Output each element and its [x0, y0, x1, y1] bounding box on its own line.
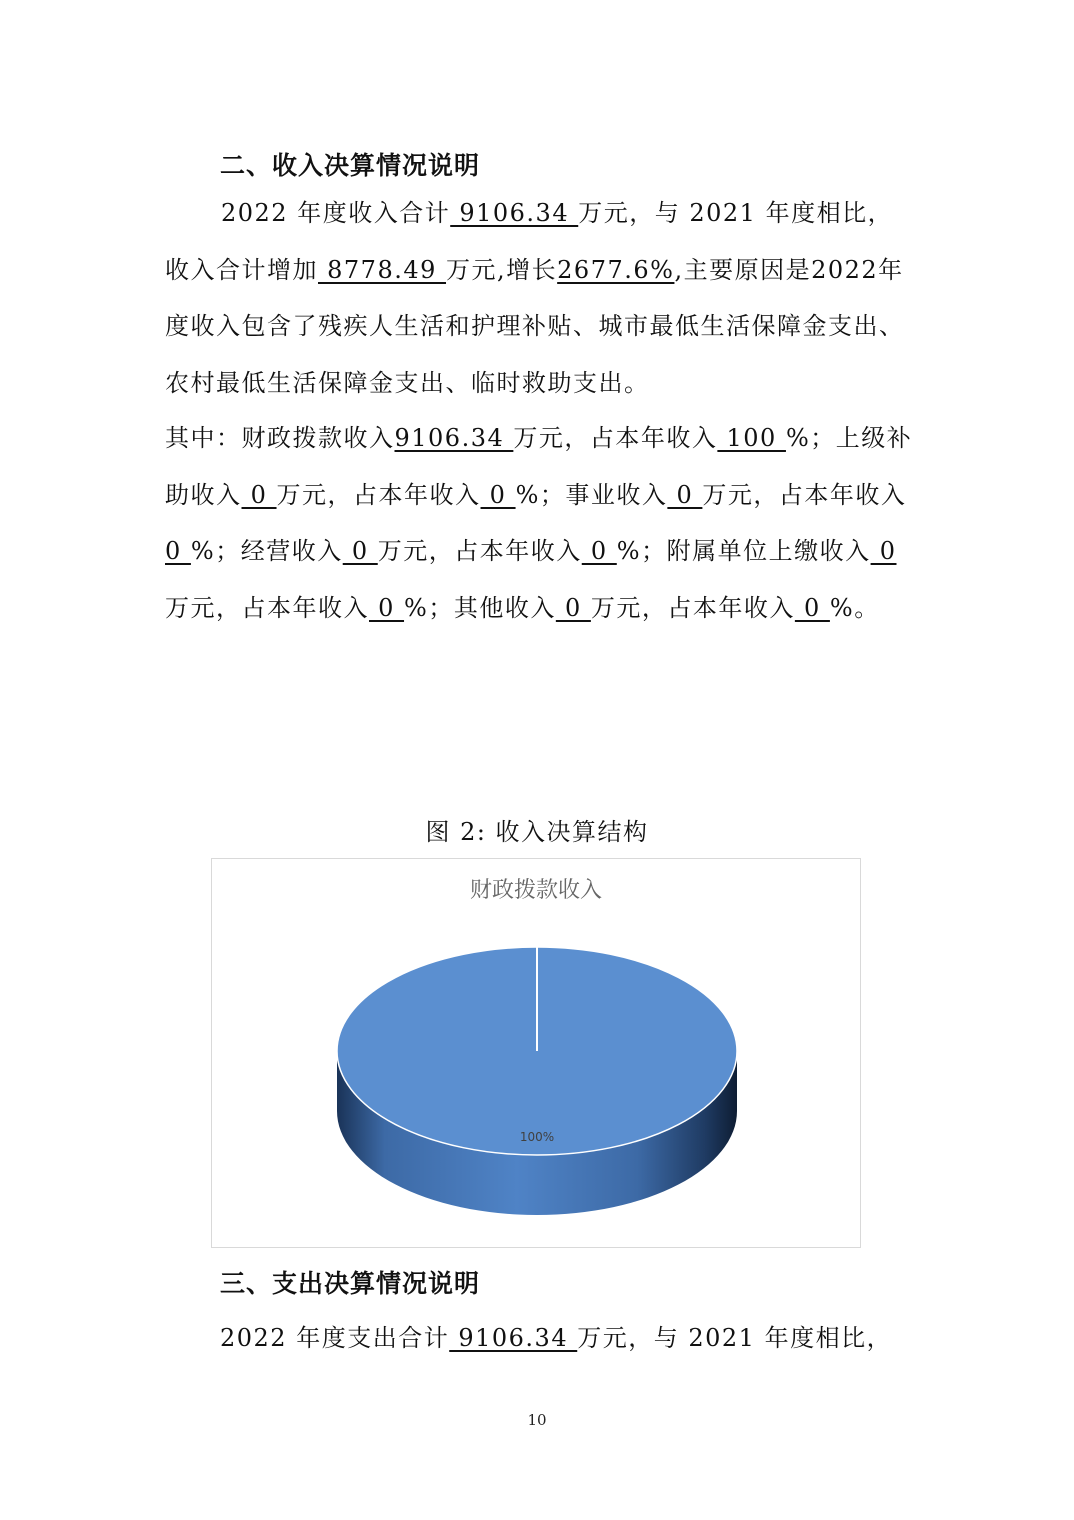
affiliated-income-value: 0: [870, 537, 897, 565]
text: 万元，与 2021 年度相比，收入合计增加: [165, 199, 894, 284]
operating-income-share: 0: [581, 537, 617, 565]
text: 万元，占本年收入: [276, 480, 481, 509]
business-income-share: 0: [165, 537, 191, 565]
text: 其中：财政拨款收入: [165, 424, 395, 452]
operating-income-value: 0: [342, 537, 378, 565]
page-number: 10: [527, 1411, 547, 1429]
text: 万元，占本年收入: [165, 593, 369, 622]
chart-title: 财政拨款收入: [469, 878, 602, 903]
superior-subsidy-share: 0: [480, 480, 516, 509]
total-expenditure-value: 9106.34: [449, 1324, 578, 1352]
text: %；附属单位上缴收入: [616, 537, 871, 565]
figure-caption: 图 2: 收入决算结构: [425, 818, 649, 846]
text: %；事业收入: [515, 480, 668, 509]
income-breakdown-paragraph: [165, 410, 915, 636]
section3-heading: 三、支出决算情况说明: [220, 1269, 481, 1298]
other-income-share: 0: [794, 593, 830, 622]
text: %；经营收入: [190, 537, 343, 565]
text: %；上级补助收入: [165, 424, 913, 509]
slice-data-label: 100%: [519, 1130, 555, 1144]
total-income-value: 9106.34: [450, 199, 579, 227]
pie-slices: [337, 947, 737, 1215]
fiscal-income-value: 9106.34: [394, 424, 514, 452]
expenditure-summary-paragraph: [220, 1310, 920, 1367]
pie-chart-svg: [212, 859, 860, 1247]
text: 万元，占本年收入: [590, 593, 795, 622]
growth-rate-value: 2677.6%: [557, 255, 675, 284]
text: 2022 年度收入合计: [221, 199, 451, 227]
text: 万元,增长: [446, 255, 558, 284]
text: 万元，占本年收入: [377, 537, 582, 565]
income-increase-value: 8778.49: [318, 255, 447, 284]
other-income-value: 0: [555, 593, 591, 622]
superior-subsidy-value: 0: [241, 480, 277, 509]
fiscal-income-share: 100: [717, 424, 786, 452]
section2-heading: 二、收入决算情况说明: [220, 151, 481, 180]
text: 2022 年度支出合计: [220, 1324, 450, 1352]
text: 万元，与 2021 年度相比，: [577, 1324, 893, 1352]
text: ,主要原因是2022年度收入包含了残疾人生活和护理补贴、城市最低生活保障金支出、农村最低生活保障金支出、临时救助支出。: [165, 255, 905, 397]
text: %。: [829, 593, 880, 622]
text: 万元，占本年收入: [513, 424, 718, 452]
income-summary-paragraph: [165, 185, 915, 411]
affiliated-income-share: 0: [369, 593, 405, 622]
business-income-value: 0: [667, 480, 703, 509]
text: %；其他收入: [404, 593, 556, 622]
pie-chart: [211, 858, 861, 1248]
text: 万元，占本年收入: [702, 480, 907, 509]
